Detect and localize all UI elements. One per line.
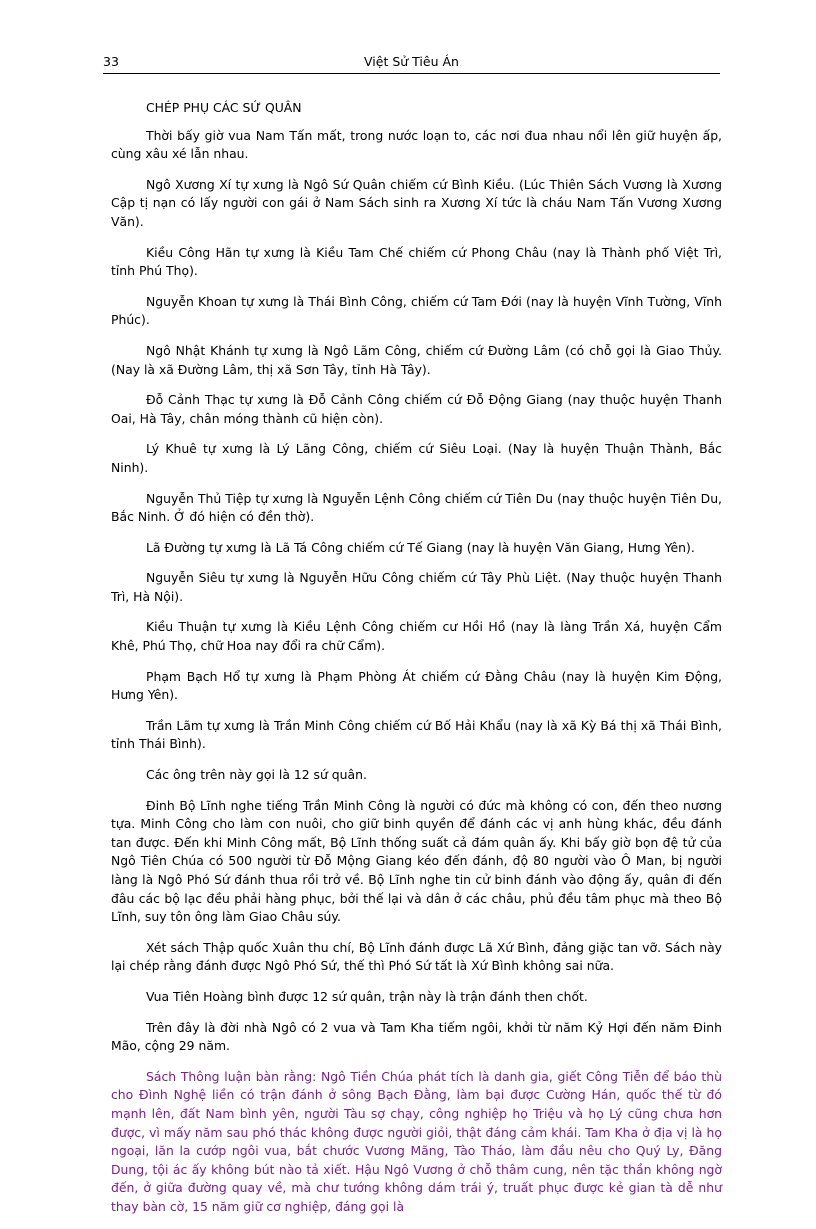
body-text: [111, 99, 722, 1229]
header-rule: [103, 73, 720, 74]
paragraph: Kiều Thuận tự xưng là Kiều Lệnh Công chiếm cư Hồi Hồ (nay là làng Trần Xá, huyện Cẩm Khê, Phú Thọ, chữ Hoa nay đổi ra chữ Cẩm).: [111, 619, 722, 654]
paragraph: Lý Khuê tự xưng là Lý Lãng Công, chiếm cứ Siêu Loại. (Nay là huyện Thuận Thành, Bắc Ninh).: [111, 441, 722, 475]
paragraph: Đỗ Cảnh Thạc tự xưng là Đỗ Cảnh Công chiếm cứ Đỗ Động Giang (nay thuộc huyện Thanh Oai, Hà Tây, chân móng thành cũ hiện còn).: [111, 392, 722, 426]
paragraph: Lã Đường tự xưng là Lã Tá Công chiếm cứ Tế Giang (nay là huyện Văn Giang, Hưng Yên).: [146, 539, 695, 555]
paragraph: Ngô Xương Xí tự xưng là Ngô Sứ Quân chiếm cứ Bình Kiều. (Lúc Thiên Sách Vương là Xương Cập tị nạn có lấy người con gái ở Nam Sách sinh ra Xương Xí tức là cháu Nam Tấn Vương Xương Văn).: [111, 176, 722, 229]
paragraph: Các ông trên này gọi là 12 sứ quân.: [146, 767, 367, 783]
page-header: [103, 52, 720, 72]
page-number: 33: [103, 54, 119, 69]
paragraph: Nguyễn Siêu tự xưng là Nguyễn Hữu Công chiếm cứ Tây Phù Liệt. (Nay thuộc huyện Thanh Trì, Hà Nội).: [111, 570, 722, 604]
section-heading: CHÉP PHỤ CÁC SỨ QUÂN: [146, 100, 302, 115]
paragraph: Nguyễn Khoan tự xưng là Thái Bình Công, chiếm cứ Tam Đới (nay là huyện Vĩnh Tường, Vĩnh Phúc).: [111, 293, 722, 328]
paragraph: Trần Lãm tự xưng là Trần Minh Công chiếm cứ Bố Hải Khẩu (nay là xã Kỳ Bá thị xã Thái Bình, tỉnh Thái Bình).: [111, 717, 722, 752]
paragraph: Nguyễn Thủ Tiệp tự xưng là Nguyễn Lệnh Công chiếm cứ Tiên Du (nay thuộc huyện Tiên Du, Bắc Ninh. Ở đó hiện có đền thờ).: [111, 490, 722, 525]
paragraph: Thời bấy giờ vua Nam Tấn mất, trong nước loạn to, các nơi đua nhau nổi lên giữ huyện ấp, cùng xâu xé lẫn nhau.: [111, 127, 722, 162]
paragraph: Trên đây là đời nhà Ngô có 2 vua và Tam Kha tiếm ngôi, khởi từ năm Kỷ Hợi đến năm Đinh Mão, cộng 29 năm.: [111, 1019, 722, 1054]
paragraph: Kiều Công Hãn tự xưng là Kiều Tam Chế chiếm cứ Phong Châu (nay là Thành phố Việt Trì, tỉnh Phú Thọ).: [111, 244, 722, 279]
running-title: Việt Sử Tiêu Án: [364, 54, 459, 69]
paragraph: Phạm Bạch Hổ tự xưng là Phạm Phòng Át chiếm cứ Đằng Châu (nay là huyện Kim Động, Hưng Yên).: [111, 668, 722, 703]
paragraph: Xét sách Thập quốc Xuân thu chí, Bộ Lĩnh đánh được Lã Xứ Bình, đảng giặc tan vỡ. Sách này lại chép rằng đánh được Ngô Phó Sứ, thế thì Phó Sứ tất là Xứ Bình không sai nữa.: [111, 939, 722, 974]
paragraph: Ngô Nhật Khánh tự xưng là Ngô Lãm Công, chiếm cứ Đường Lâm (có chỗ gọi là Giao Thủy. (Nay là xã Đường Lâm, thị xã Sơn Tây, tỉnh Hà Tây).: [111, 342, 722, 377]
paragraph: Vua Tiên Hoàng bình được 12 sứ quân, trận này là trận đánh then chốt.: [146, 988, 588, 1004]
paragraph: Đinh Bộ Lĩnh nghe tiếng Trần Minh Công là người có đức mà không có con, đến theo nương tựa. Minh Công cho làm con nuôi, cho giữ binh quyền để đánh các vị anh hùng khác, đều đánh tan được. Đến khi Minh Công mất, Bộ Lĩnh thống suất cả đám quân ấy. Khi bấy giờ bọn đệ tử của Ngô Tiên Chúa có 500 người từ Đỗ Mộng Giang kéo đến đánh, độ 80 người vào Ô Man, bị người làng là Ngô Phó Sứ đánh thua rồi trở về. Bộ Lĩnh nghe tin cử binh đánh vào động ấy, quân đi đến đâu các bộ lạc đều phải hàng phục, bởi thế lại và dân ở các châu, phủ đều tâm phục mà theo Bộ Lĩnh, suy tôn ông làm Giao Châu súy.: [111, 797, 722, 925]
commentary-paragraph: Sách Thông luận bàn rằng: Ngô Tiền Chúa phát tích là danh gia, giết Công Tiễn để báo thù cho Đình Nghệ liền có trận đánh ở sông Bạch Đằng, làm bại được Cường Hán, quốc thế từ đó mạnh lên, đất Nam bình yên, người Tàu sợ chạy, công nghiệp họ Triệu và họ Lý cũng chưa hơn được, vì mấy năm sau phó thác không được người giỏi, thật đáng cảm khái. Tam Kha ở địa vị là họ ngoại, lăn la cướp ngôi vua, bắt chước Vương Mãng, Tào Tháo, làm đầu nêu cho Quý Ly, Đăng Dung, tội ác ấy không bút nào tả xiết. Hậu Ngô Vương ở chỗ thâm cung, nên tặc thần không ngờ đến, ở giữa đường quay về, mà chư tướng không dám trái ý, truất phục được kẻ gian tà dễ như thay bàn cờ, 15 năm giữ cơ nghiệp, đáng gọi là: [111, 1068, 722, 1214]
